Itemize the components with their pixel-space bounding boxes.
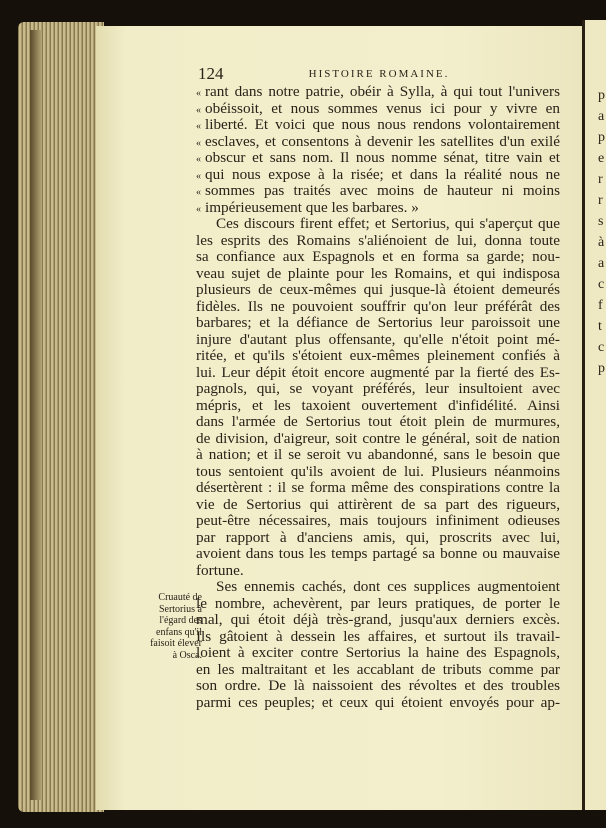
text-line: Ses ennemis cachés, dont ces supplices augmentoient xyxy=(216,578,560,595)
line-text: liberté. Et voici que nous nous rendons volontairement xyxy=(205,116,560,133)
next-page-letter: p xyxy=(598,361,605,376)
line-text: obéissoit, et nous sommes venus ici pour y vivre en xyxy=(205,99,560,117)
text-line: mépris, et les taxoient ouvertement d'infidélité. Ainsi xyxy=(196,396,560,414)
next-page-letter: a xyxy=(598,109,605,124)
margin-note-line: enfans qu'il xyxy=(156,626,202,638)
text-line: parmi ces peuples; et ceux qui étoient envoyés pour ap- xyxy=(196,693,560,711)
next-page-letter: s xyxy=(598,214,604,229)
text-line: avoient dans tous les temps partagé sa bonne ou mauvaise xyxy=(196,545,560,562)
quote-mark: « xyxy=(196,121,201,132)
text-line: les esprits des Romains s'aliénoient de lui, donna toute xyxy=(196,231,560,249)
quote-line xyxy=(196,150,560,167)
text-line: fortune. xyxy=(196,561,244,579)
text-line: peut-être nécessaires, mais toujours infiniment odieuses xyxy=(196,512,560,529)
text-line: mal, qui étoit déjà très-grand, jusqu'aux derniers excès. xyxy=(196,611,560,628)
next-page-letter: r xyxy=(598,172,603,187)
text-line: Ces discours firent effet; et Sertorius, qui s'aperçut que xyxy=(216,215,560,232)
text-line: barbares; et la défiance de Sertorius leur paroissoit une xyxy=(196,314,560,331)
quote-line xyxy=(196,200,560,217)
line-text: impérieusement que les barbares. » xyxy=(205,198,419,216)
quote-line xyxy=(196,134,560,151)
line-text: rant dans notre patrie, obéir à Sylla, à qui tout l'univers xyxy=(205,83,560,100)
margin-note-line: faisoit élever xyxy=(150,638,202,649)
text-line: loient à exciter contre Sertorius la haine des Espagnols, xyxy=(196,644,560,661)
next-page-letter: a xyxy=(598,256,605,271)
next-page-letter: f xyxy=(598,298,603,313)
line-text: sommes pas traités avec moins de hauteur ni moins xyxy=(205,182,560,199)
quote-mark: « xyxy=(196,104,201,116)
margin-note-line: Sertorius à xyxy=(158,603,202,615)
text-line: par rapport à d'anciens amis, qui, proscrits avec lui, xyxy=(196,528,560,546)
page-header xyxy=(198,64,560,84)
text-line: le nombre, achevèrent, par leurs pratiques, de porter le xyxy=(196,594,560,612)
next-page-letter: c xyxy=(598,277,605,292)
text-line: veau sujet de plainte pour les Romains, et qui indisposa xyxy=(196,264,560,282)
quote-line xyxy=(196,183,560,200)
next-page-letter: p xyxy=(598,88,605,103)
margin-note-line: Cruauté de xyxy=(158,592,202,603)
body-text xyxy=(196,84,560,711)
quote-mark: « xyxy=(196,203,201,215)
next-page-letter: p xyxy=(598,130,605,145)
text-line: son ordre. De là naissoient des révoltes et des troubles xyxy=(196,677,560,694)
next-page-letter: e xyxy=(598,151,605,166)
margin-note-line: à Osca. xyxy=(172,649,202,661)
quote-mark: « xyxy=(196,170,201,182)
line-text: qui nous expose à la risée; et dans la réalité nous ne xyxy=(205,165,560,183)
text-line: désertèrent : il se forma même des conspirations contre la xyxy=(196,479,560,496)
quote-mark: « xyxy=(196,154,201,165)
quote-line xyxy=(196,167,560,184)
quote-mark: « xyxy=(196,187,201,198)
margin-note-line: l'égard des xyxy=(159,615,202,626)
text-line: fidèles. Ils ne pouvoient souffrir qu'on leur préférât des xyxy=(196,297,560,315)
line-text: obscur et sans nom. Il nous nomme sénat, titre vain et xyxy=(205,149,560,166)
page-number: 124 xyxy=(198,64,224,83)
text-line: à nation; et il se seroit vu abandonné, sans le besoin que xyxy=(196,446,560,463)
next-page-letter: r xyxy=(598,193,603,208)
binding-shadow xyxy=(30,30,42,800)
running-title: HISTOIRE ROMAINE. xyxy=(308,68,450,80)
quote-line xyxy=(196,117,560,134)
next-page-letter: t xyxy=(598,319,602,334)
text-line: en les maltraitant et les accablant de tributs comme par xyxy=(196,660,560,678)
text-line: Ils gâtoient à dessein les affaires, et surtout ils travail- xyxy=(196,627,560,645)
line-text: esclaves, et consentons à devenir les satellites d'un exilé xyxy=(205,132,560,150)
text-line: pagnols, qui, se voyant préférés, leur insultoient avec xyxy=(196,380,560,397)
text-line: tous sentoient qu'ils avoient de lui. Plusieurs néanmoins xyxy=(196,462,560,480)
text-line: dans l'armée de Sertorius tout étoit plein de murmures, xyxy=(196,413,560,430)
quote-line xyxy=(196,101,560,118)
quote-mark: « xyxy=(196,137,201,149)
text-line: vie de Sertorius qui attirèrent de sa part des rigueurs, xyxy=(196,495,560,513)
text-line: sa confiance aux Espagnols et en forma sa garde; nou- xyxy=(196,248,560,265)
text-line: de division, d'aigreur, soit contre le général, soit de nation xyxy=(196,429,560,447)
next-page-letter: c xyxy=(598,340,605,355)
text-line: plusieurs de ceux-mêmes qui jusque-là étoient demeurés xyxy=(196,281,560,298)
quote-line xyxy=(196,84,560,101)
text-line: lui. Leur dépit étoit encore augmenté par la fierté des Es- xyxy=(196,363,560,381)
quote-mark: « xyxy=(196,88,201,99)
text-line: ritée, et qu'ils s'étoient eux-mêmes pleinement confiés à xyxy=(196,347,560,364)
margin-note xyxy=(140,592,202,661)
text-line: injure d'autant plus offensante, qu'elle n'étoit point mé- xyxy=(196,330,560,348)
next-page-letter: à xyxy=(598,235,605,250)
